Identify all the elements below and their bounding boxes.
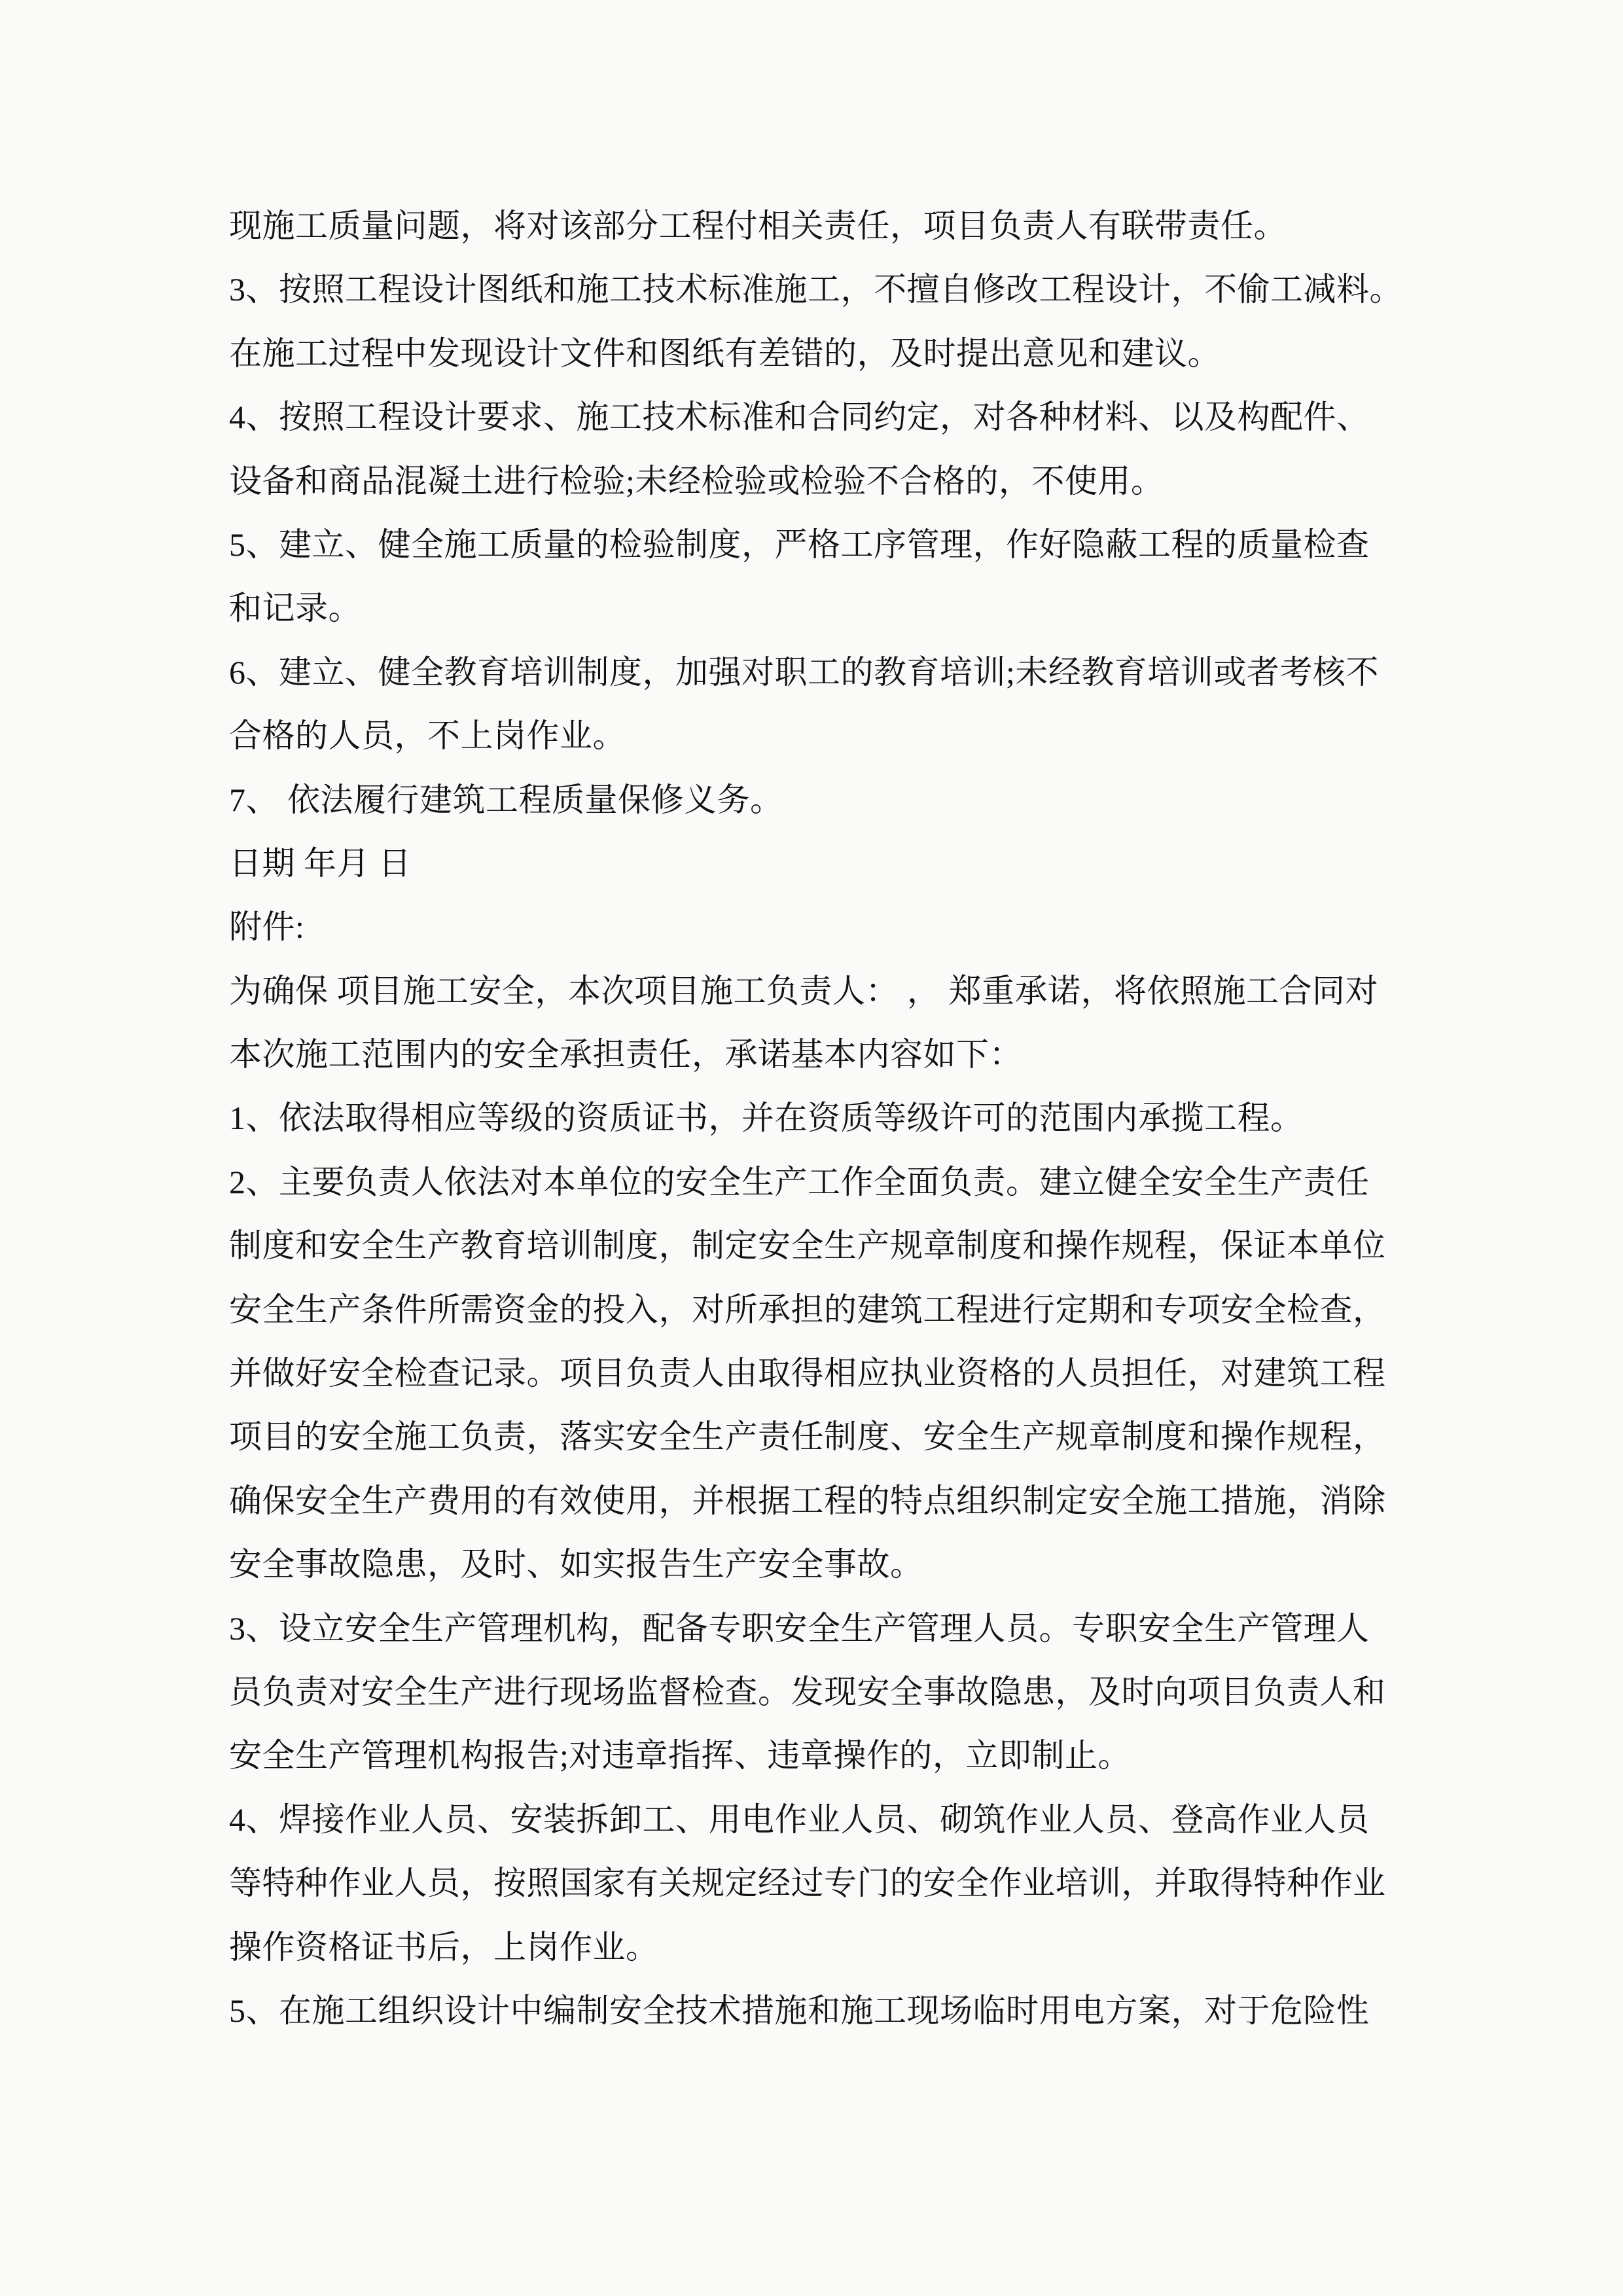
text-line: 2、主要负责人依法对本单位的安全生产工作全面负责。建立健全安全生产责任: [229, 1163, 1370, 1200]
text-line: 4、焊接作业人员、安装拆卸工、用电作业人员、砌筑作业人员、登高作业人员: [229, 1801, 1370, 1838]
text-line: 7、 依法履行建筑工程质量保修义务。: [229, 781, 783, 818]
text-line: 设备和商品混凝土进行检验;未经检验或检验不合格的，不使用。: [229, 462, 1164, 499]
text-line: 安全事故隐患，及时、如实报告生产安全事故。: [229, 1546, 923, 1583]
text-line: 3、设立安全生产管理机构，配备专职安全生产管理人员。专职安全生产管理人: [229, 1609, 1370, 1647]
text-line: 项目的安全施工负责，落实安全生产责任制度、安全生产规章制度和操作规程，: [229, 1418, 1386, 1456]
text-line: 日期 年月 日: [229, 844, 412, 882]
text-line: 合格的人员，不上岗作业。: [229, 717, 626, 755]
document-text-block: [229, 194, 1407, 2043]
text-line: 6、建立、健全教育培训制度，加强对职工的教育培训;未经教育培训或者考核不: [229, 653, 1379, 691]
text-line: 并做好安全检查记录。项目负责人由取得相应执业资格的人员担任，对建筑工程: [229, 1355, 1386, 1392]
text-line: 安全生产条件所需资金的投入，对所承担的建筑工程进行定期和专项安全检查，: [229, 1291, 1386, 1328]
text-line: 4、按照工程设计要求、施工技术标准和合同约定，对各种材料、以及构配件、: [229, 399, 1370, 436]
text-line: 确保安全生产费用的有效使用，并根据工程的特点组织制定安全施工措施，消除: [229, 1482, 1386, 1519]
text-line: 和记录。: [229, 590, 361, 627]
text-line: 在施工过程中发现设计文件和图纸有差错的，及时提出意见和建议。: [229, 334, 1221, 372]
text-line: 5、建立、健全施工质量的检验制度，严格工序管理，作好隐蔽工程的质量检查: [229, 526, 1370, 563]
text-line: 制度和安全生产教育培训制度，制定安全生产规章制度和操作规程，保证本单位: [229, 1227, 1386, 1265]
text-line: 附件:: [229, 908, 305, 946]
text-line: 5、在施工组织设计中编制安全技术措施和施工现场临时用电方案，对于危险性: [229, 1992, 1370, 2029]
text-line: 等特种作业人员，按照国家有关规定经过专门的安全作业培训，并取得特种作业: [229, 1865, 1386, 1902]
text-line: 3、按照工程设计图纸和施工技术标准施工，不擅自修改工程设计，不偷工减料。: [229, 271, 1402, 308]
text-line: 现施工质量问题，将对该部分工程付相关责任，项目负责人有联带责任。: [229, 207, 1287, 244]
text-line: 安全生产管理机构报告;对违章指挥、违章操作的，立即制止。: [229, 1737, 1131, 1774]
text-line: 1、依法取得相应等级的资质证书，并在资质等级许可的范围内承揽工程。: [229, 1100, 1304, 1137]
text-line: 本次施工范围内的安全承担责任，承诺基本内容如下：: [229, 1036, 1022, 1073]
text-line: 员负责对安全生产进行现场监督检查。发现安全事故隐患，及时向项目负责人和: [229, 1673, 1386, 1710]
text-line: 为确保 项目施工安全，本次项目施工负责人： ， 郑重承诺，将依照施工合同对: [229, 972, 1378, 1009]
text-line: 操作资格证书后，上岗作业。: [229, 1928, 659, 1965]
